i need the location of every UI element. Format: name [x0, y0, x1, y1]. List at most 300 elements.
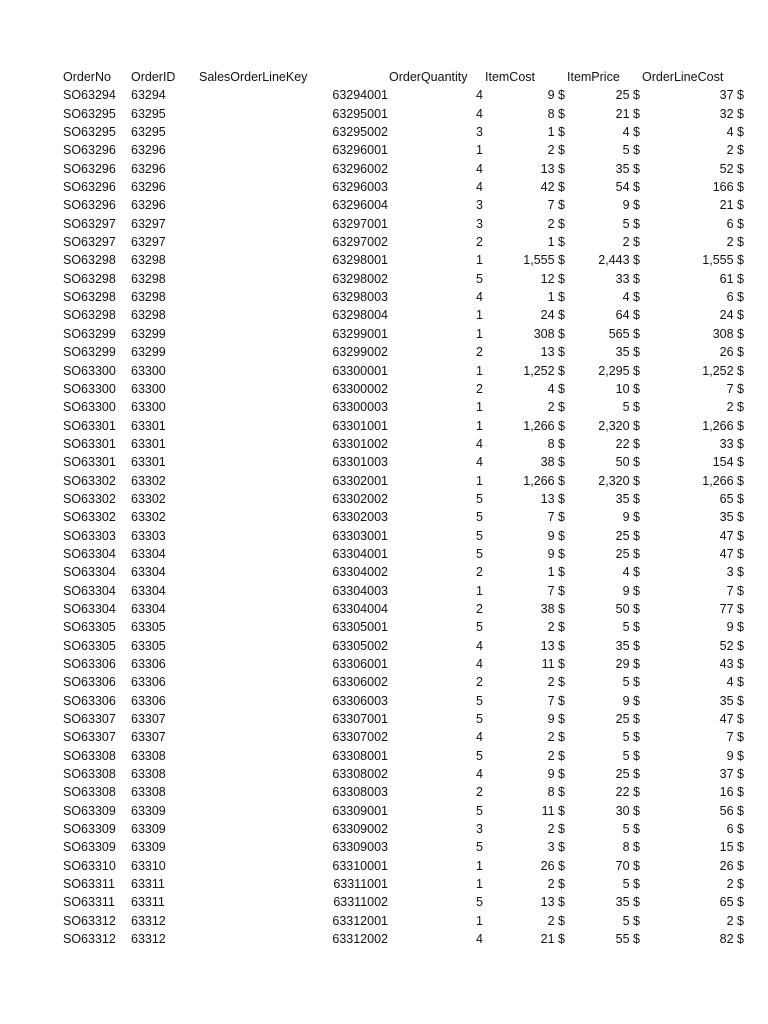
cell-orderlinecost: 2 $ — [726, 877, 744, 892]
cell-orderno: SO63304 — [63, 601, 116, 616]
table-row — [63, 472, 746, 490]
cell-orderid: 63308 — [131, 748, 166, 763]
cell-itemprice: 35 $ — [615, 491, 640, 506]
cell-salesorderlinekey: 63302003 — [332, 510, 388, 525]
cell-orderid: 63297 — [131, 216, 166, 231]
cell-itemcost: 8 $ — [547, 106, 565, 121]
cell-itemcost: 3 $ — [547, 840, 565, 855]
table-row — [63, 802, 746, 820]
table-row — [63, 765, 746, 783]
cell-orderquantity: 4 — [476, 730, 483, 745]
cell-orderquantity: 5 — [476, 840, 483, 855]
cell-orderquantity: 1 — [476, 326, 483, 341]
cell-orderlinecost: 2 $ — [726, 913, 744, 928]
cell-orderid: 63306 — [131, 693, 166, 708]
cell-orderquantity: 2 — [476, 345, 483, 360]
cell-itemprice: 35 $ — [615, 161, 640, 176]
cell-orderlinecost: 35 $ — [719, 510, 744, 525]
cell-orderid: 63295 — [131, 125, 166, 140]
cell-salesorderlinekey: 63301001 — [332, 418, 388, 433]
cell-itemprice: 50 $ — [615, 455, 640, 470]
table-row — [63, 86, 746, 104]
cell-orderid: 63302 — [131, 491, 166, 506]
cell-orderid: 63312 — [131, 932, 166, 947]
cell-salesorderlinekey: 63304004 — [332, 601, 388, 616]
cell-orderlinecost: 65 $ — [719, 895, 744, 910]
cell-itemcost: 2 $ — [547, 620, 565, 635]
table-row — [63, 820, 746, 838]
cell-orderid: 63295 — [131, 106, 166, 121]
cell-orderquantity: 5 — [476, 528, 483, 543]
cell-orderquantity: 4 — [476, 88, 483, 103]
cell-salesorderlinekey: 63298003 — [332, 290, 388, 305]
cell-orderquantity: 3 — [476, 216, 483, 231]
cell-salesorderlinekey: 63301002 — [332, 436, 388, 451]
cell-salesorderlinekey: 63302002 — [332, 491, 388, 506]
table-row — [63, 912, 746, 930]
cell-orderquantity: 4 — [476, 767, 483, 782]
table-row — [63, 875, 746, 893]
cell-itemcost: 1 $ — [547, 125, 565, 140]
cell-salesorderlinekey: 63308002 — [332, 767, 388, 782]
cell-itemcost: 2 $ — [547, 675, 565, 690]
cell-orderquantity: 4 — [476, 106, 483, 121]
cell-itemcost: 13 $ — [540, 895, 565, 910]
cell-orderquantity: 2 — [476, 565, 483, 580]
cell-orderlinecost: 37 $ — [719, 767, 744, 782]
cell-salesorderlinekey: 63297001 — [332, 216, 388, 231]
cell-orderno: SO63310 — [63, 858, 116, 873]
cell-orderno: SO63296 — [63, 180, 116, 195]
cell-orderno: SO63306 — [63, 675, 116, 690]
cell-orderquantity: 3 — [476, 822, 483, 837]
cell-orderno: SO63296 — [63, 143, 116, 158]
cell-orderquantity: 1 — [476, 473, 483, 488]
cell-orderid: 63310 — [131, 858, 166, 873]
cell-orderlinecost: 6 $ — [726, 216, 744, 231]
cell-orderid: 63309 — [131, 840, 166, 855]
cell-orderlinecost: 37 $ — [719, 88, 744, 103]
cell-orderid: 63296 — [131, 180, 166, 195]
cell-orderlinecost: 21 $ — [719, 198, 744, 213]
cell-orderno: SO63299 — [63, 326, 116, 341]
cell-salesorderlinekey: 63299001 — [332, 326, 388, 341]
cell-itemprice: 2 $ — [622, 235, 640, 250]
cell-salesorderlinekey: 63300002 — [332, 381, 388, 396]
cell-orderlinecost: 4 $ — [726, 125, 744, 140]
cell-orderlinecost: 1,266 $ — [702, 473, 744, 488]
cell-itemprice: 2,443 $ — [598, 253, 640, 268]
cell-orderid: 63304 — [131, 601, 166, 616]
table-row — [63, 930, 746, 948]
cell-salesorderlinekey: 63309003 — [332, 840, 388, 855]
cell-salesorderlinekey: 63304003 — [332, 583, 388, 598]
cell-orderno: SO63295 — [63, 106, 116, 121]
cell-itemprice: 9 $ — [622, 583, 640, 598]
cell-orderid: 63299 — [131, 345, 166, 360]
cell-itemcost: 308 $ — [533, 326, 565, 341]
cell-orderquantity: 2 — [476, 601, 483, 616]
table-row — [63, 692, 746, 710]
cell-orderlinecost: 47 $ — [719, 712, 744, 727]
cell-salesorderlinekey: 63301003 — [332, 455, 388, 470]
cell-orderno: SO63298 — [63, 253, 116, 268]
table-row — [63, 600, 746, 618]
cell-orderno: SO63295 — [63, 125, 116, 140]
cell-itemprice: 4 $ — [622, 290, 640, 305]
cell-orderlinecost: 15 $ — [719, 840, 744, 855]
table-row — [63, 857, 746, 875]
cell-orderquantity: 3 — [476, 125, 483, 140]
cell-itemcost: 2 $ — [547, 822, 565, 837]
cell-orderquantity: 1 — [476, 400, 483, 415]
cell-salesorderlinekey: 63312001 — [332, 913, 388, 928]
table-row — [63, 490, 746, 508]
cell-itemprice: 5 $ — [622, 730, 640, 745]
cell-itemprice: 5 $ — [622, 675, 640, 690]
cell-orderlinecost: 1,266 $ — [702, 418, 744, 433]
cell-salesorderlinekey: 63307002 — [332, 730, 388, 745]
cell-itemprice: 2,320 $ — [598, 418, 640, 433]
cell-salesorderlinekey: 63299002 — [332, 345, 388, 360]
cell-salesorderlinekey: 63298004 — [332, 308, 388, 323]
cell-orderid: 63294 — [131, 88, 166, 103]
cell-orderid: 63296 — [131, 161, 166, 176]
cell-itemprice: 25 $ — [615, 528, 640, 543]
cell-orderno: SO63301 — [63, 418, 116, 433]
cell-orderid: 63308 — [131, 785, 166, 800]
cell-salesorderlinekey: 63307001 — [332, 712, 388, 727]
cell-itemcost: 9 $ — [547, 528, 565, 543]
cell-itemprice: 10 $ — [615, 381, 640, 396]
cell-itemprice: 50 $ — [615, 601, 640, 616]
cell-orderno: SO63302 — [63, 510, 116, 525]
cell-itemprice: 9 $ — [622, 198, 640, 213]
cell-orderno: SO63304 — [63, 583, 116, 598]
cell-itemcost: 24 $ — [540, 308, 565, 323]
cell-itemcost: 1,555 $ — [523, 253, 565, 268]
cell-itemprice: 70 $ — [615, 858, 640, 873]
cell-orderid: 63298 — [131, 290, 166, 305]
header-orderquantity: OrderQuantity — [389, 70, 468, 84]
cell-salesorderlinekey: 63295002 — [332, 125, 388, 140]
cell-orderlinecost: 43 $ — [719, 657, 744, 671]
cell-orderno: SO63308 — [63, 785, 116, 800]
cell-itemprice: 2,320 $ — [598, 473, 640, 488]
cell-orderid: 63298 — [131, 271, 166, 286]
cell-itemprice: 54 $ — [615, 180, 640, 195]
cell-orderid: 63301 — [131, 436, 166, 451]
cell-orderlinecost: 33 $ — [719, 436, 744, 451]
cell-orderid: 63298 — [131, 308, 166, 323]
cell-orderno: SO63300 — [63, 400, 116, 415]
cell-salesorderlinekey: 63312002 — [332, 932, 388, 947]
cell-orderno: SO63299 — [63, 345, 116, 360]
table-body — [63, 86, 746, 948]
header-orderlinecost: OrderLineCost — [642, 70, 724, 84]
cell-orderquantity: 1 — [476, 913, 483, 928]
cell-salesorderlinekey: 63294001 — [332, 88, 388, 103]
cell-salesorderlinekey: 63298002 — [332, 271, 388, 286]
cell-itemprice: 5 $ — [622, 216, 640, 231]
cell-orderid: 63312 — [131, 913, 166, 928]
cell-orderno: SO63300 — [63, 363, 116, 378]
cell-itemcost: 2 $ — [547, 143, 565, 158]
cell-orderlinecost: 26 $ — [719, 858, 744, 873]
cell-orderid: 63302 — [131, 473, 166, 488]
cell-orderno: SO63305 — [63, 620, 116, 635]
cell-itemprice: 25 $ — [615, 712, 640, 727]
cell-orderquantity: 4 — [476, 638, 483, 653]
cell-itemcost: 13 $ — [540, 345, 565, 360]
cell-salesorderlinekey: 63305002 — [332, 638, 388, 653]
table-row — [63, 728, 746, 746]
cell-orderno: SO63308 — [63, 767, 116, 782]
cell-itemcost: 13 $ — [540, 161, 565, 176]
cell-itemcost: 4 $ — [547, 381, 565, 396]
cell-orderlinecost: 7 $ — [726, 381, 744, 396]
table-row — [63, 343, 746, 361]
cell-orderid: 63309 — [131, 822, 166, 837]
cell-salesorderlinekey: 63306003 — [332, 693, 388, 708]
table-row — [63, 398, 746, 416]
cell-orderno: SO63298 — [63, 290, 116, 305]
cell-orderlinecost: 9 $ — [726, 748, 744, 763]
table-row — [63, 563, 746, 581]
cell-orderid: 63302 — [131, 510, 166, 525]
cell-salesorderlinekey: 63306002 — [332, 675, 388, 690]
cell-itemprice: 29 $ — [615, 657, 640, 671]
cell-orderid: 63311 — [131, 895, 165, 910]
cell-orderno: SO63304 — [63, 565, 116, 580]
cell-orderno: SO63304 — [63, 546, 116, 561]
cell-itemprice: 5 $ — [622, 822, 640, 837]
cell-salesorderlinekey: 63300003 — [332, 400, 388, 415]
cell-itemcost: 42 $ — [540, 180, 565, 195]
table-row — [63, 655, 746, 673]
cell-orderlinecost: 24 $ — [719, 308, 744, 323]
table-row — [63, 527, 746, 545]
cell-orderlinecost: 9 $ — [726, 620, 744, 635]
cell-orderquantity: 3 — [476, 198, 483, 213]
cell-orderno: SO63307 — [63, 712, 116, 727]
cell-salesorderlinekey: 63304001 — [332, 546, 388, 561]
table-row — [63, 673, 746, 691]
table-row — [63, 747, 746, 765]
cell-orderid: 63296 — [131, 198, 166, 213]
cell-orderno: SO63309 — [63, 803, 116, 818]
cell-orderid: 63300 — [131, 400, 166, 415]
header-salesorderlinekey: SalesOrderLineKey — [199, 70, 308, 84]
table-row — [63, 783, 746, 801]
cell-itemcost: 7 $ — [547, 510, 565, 525]
cell-orderno: SO63297 — [63, 235, 116, 250]
table-row — [63, 380, 746, 398]
cell-orderid: 63306 — [131, 657, 166, 671]
cell-itemprice: 21 $ — [615, 106, 640, 121]
table-row — [63, 251, 746, 269]
cell-itemcost: 7 $ — [547, 583, 565, 598]
table-row — [63, 508, 746, 526]
header-itemprice: ItemPrice — [567, 70, 620, 84]
cell-orderquantity: 4 — [476, 657, 483, 671]
cell-orderquantity: 5 — [476, 510, 483, 525]
cell-orderquantity: 4 — [476, 161, 483, 176]
cell-itemcost: 2 $ — [547, 877, 565, 892]
cell-orderquantity: 4 — [476, 436, 483, 451]
cell-orderquantity: 5 — [476, 620, 483, 635]
cell-itemprice: 5 $ — [622, 748, 640, 763]
cell-orderlinecost: 308 $ — [712, 326, 744, 341]
cell-itemcost: 11 $ — [541, 803, 565, 818]
cell-salesorderlinekey: 63311002 — [333, 895, 388, 910]
cell-orderno: SO63297 — [63, 216, 116, 231]
cell-orderno: SO63312 — [63, 913, 116, 928]
cell-orderno: SO63296 — [63, 198, 116, 213]
cell-salesorderlinekey: 63297002 — [332, 235, 388, 250]
cell-itemcost: 9 $ — [547, 712, 565, 727]
cell-itemcost: 13 $ — [540, 638, 565, 653]
cell-itemprice: 35 $ — [615, 345, 640, 360]
cell-salesorderlinekey: 63304002 — [332, 565, 388, 580]
cell-itemcost: 2 $ — [547, 748, 565, 763]
cell-itemprice: 25 $ — [615, 546, 640, 561]
cell-orderlinecost: 52 $ — [719, 161, 744, 176]
cell-orderno: SO63296 — [63, 161, 116, 176]
table-row — [63, 637, 746, 655]
cell-orderno: SO63301 — [63, 436, 116, 451]
cell-orderlinecost: 52 $ — [719, 638, 744, 653]
cell-orderlinecost: 16 $ — [719, 785, 744, 800]
cell-itemprice: 8 $ — [622, 840, 640, 855]
table-row — [63, 618, 746, 636]
cell-salesorderlinekey: 63309002 — [332, 822, 388, 837]
table-row — [63, 417, 746, 435]
cell-salesorderlinekey: 63311001 — [333, 877, 388, 892]
cell-salesorderlinekey: 63309001 — [332, 803, 388, 818]
cell-salesorderlinekey: 63308001 — [332, 748, 388, 763]
cell-itemprice: 22 $ — [615, 436, 640, 451]
cell-itemprice: 2,295 $ — [598, 363, 640, 378]
cell-orderid: 63307 — [131, 712, 166, 727]
table-row — [63, 306, 746, 324]
cell-orderno: SO63298 — [63, 308, 116, 323]
cell-salesorderlinekey: 63305001 — [332, 620, 388, 635]
cell-itemcost: 2 $ — [547, 216, 565, 231]
cell-orderno: SO63302 — [63, 491, 116, 506]
cell-itemcost: 2 $ — [547, 913, 565, 928]
cell-orderquantity: 5 — [476, 491, 483, 506]
cell-itemprice: 9 $ — [622, 510, 640, 525]
cell-itemcost: 7 $ — [547, 693, 565, 708]
cell-orderno: SO63301 — [63, 455, 116, 470]
cell-orderlinecost: 47 $ — [719, 528, 744, 543]
cell-orderquantity: 2 — [476, 785, 483, 800]
cell-orderquantity: 1 — [476, 143, 483, 158]
cell-orderquantity: 1 — [476, 877, 483, 892]
cell-orderno: SO63298 — [63, 271, 116, 286]
cell-itemcost: 9 $ — [547, 767, 565, 782]
cell-itemprice: 5 $ — [622, 620, 640, 635]
cell-orderlinecost: 1,555 $ — [702, 253, 744, 268]
cell-orderno: SO63306 — [63, 693, 116, 708]
cell-itemcost: 7 $ — [547, 198, 565, 213]
cell-itemcost: 8 $ — [547, 785, 565, 800]
cell-orderlinecost: 26 $ — [719, 345, 744, 360]
table-row — [63, 582, 746, 600]
cell-orderno: SO63308 — [63, 748, 116, 763]
cell-salesorderlinekey: 63298001 — [332, 253, 388, 268]
cell-orderlinecost: 47 $ — [719, 546, 744, 561]
cell-orderlinecost: 3 $ — [726, 565, 744, 580]
cell-orderno: SO63307 — [63, 730, 116, 745]
table-row — [63, 838, 746, 856]
cell-salesorderlinekey: 63308003 — [332, 785, 388, 800]
cell-orderid: 63305 — [131, 620, 166, 635]
cell-salesorderlinekey: 63296002 — [332, 161, 388, 176]
cell-orderlinecost: 32 $ — [719, 106, 744, 121]
cell-orderno: SO63303 — [63, 528, 116, 543]
cell-orderquantity: 4 — [476, 932, 483, 947]
cell-salesorderlinekey: 63300001 — [332, 363, 388, 378]
table-row — [63, 160, 746, 178]
cell-orderlinecost: 6 $ — [726, 290, 744, 305]
cell-orderid: 63306 — [131, 675, 166, 690]
cell-orderlinecost: 2 $ — [726, 235, 744, 250]
cell-itemcost: 1,252 $ — [523, 363, 565, 378]
table-row — [63, 545, 746, 563]
cell-salesorderlinekey: 63296001 — [332, 143, 388, 158]
cell-itemprice: 35 $ — [615, 638, 640, 653]
cell-orderid: 63305 — [131, 638, 166, 653]
cell-itemprice: 9 $ — [622, 693, 640, 708]
cell-orderquantity: 5 — [476, 546, 483, 561]
cell-itemprice: 5 $ — [622, 877, 640, 892]
cell-orderno: SO63305 — [63, 638, 116, 653]
cell-orderid: 63303 — [131, 528, 166, 543]
cell-itemprice: 30 $ — [615, 803, 640, 818]
cell-orderid: 63297 — [131, 235, 166, 250]
cell-itemcost: 21 $ — [540, 932, 565, 947]
cell-orderquantity: 5 — [476, 803, 483, 818]
cell-itemprice: 35 $ — [615, 895, 640, 910]
cell-itemcost: 2 $ — [547, 730, 565, 745]
cell-orderquantity: 1 — [476, 418, 483, 433]
table-row — [63, 123, 746, 141]
cell-itemprice: 25 $ — [615, 88, 640, 103]
cell-orderid: 63307 — [131, 730, 166, 745]
cell-itemprice: 4 $ — [622, 125, 640, 140]
cell-orderlinecost: 61 $ — [719, 271, 744, 286]
cell-orderlinecost: 1,252 $ — [702, 363, 744, 378]
table-row — [63, 141, 746, 159]
cell-salesorderlinekey: 63296003 — [332, 180, 388, 195]
cell-itemcost: 1 $ — [547, 290, 565, 305]
cell-orderquantity: 4 — [476, 180, 483, 195]
table-row — [63, 362, 746, 380]
cell-orderquantity: 4 — [476, 290, 483, 305]
cell-orderno: SO63302 — [63, 473, 116, 488]
cell-orderlinecost: 4 $ — [726, 675, 744, 690]
cell-itemcost: 2 $ — [547, 400, 565, 415]
cell-orderid: 63301 — [131, 418, 166, 433]
cell-orderid: 63304 — [131, 565, 166, 580]
cell-salesorderlinekey: 63302001 — [332, 473, 388, 488]
cell-orderquantity: 1 — [476, 308, 483, 323]
cell-orderlinecost: 77 $ — [719, 601, 744, 616]
cell-orderquantity: 2 — [476, 675, 483, 690]
cell-itemcost: 1,266 $ — [523, 473, 565, 488]
